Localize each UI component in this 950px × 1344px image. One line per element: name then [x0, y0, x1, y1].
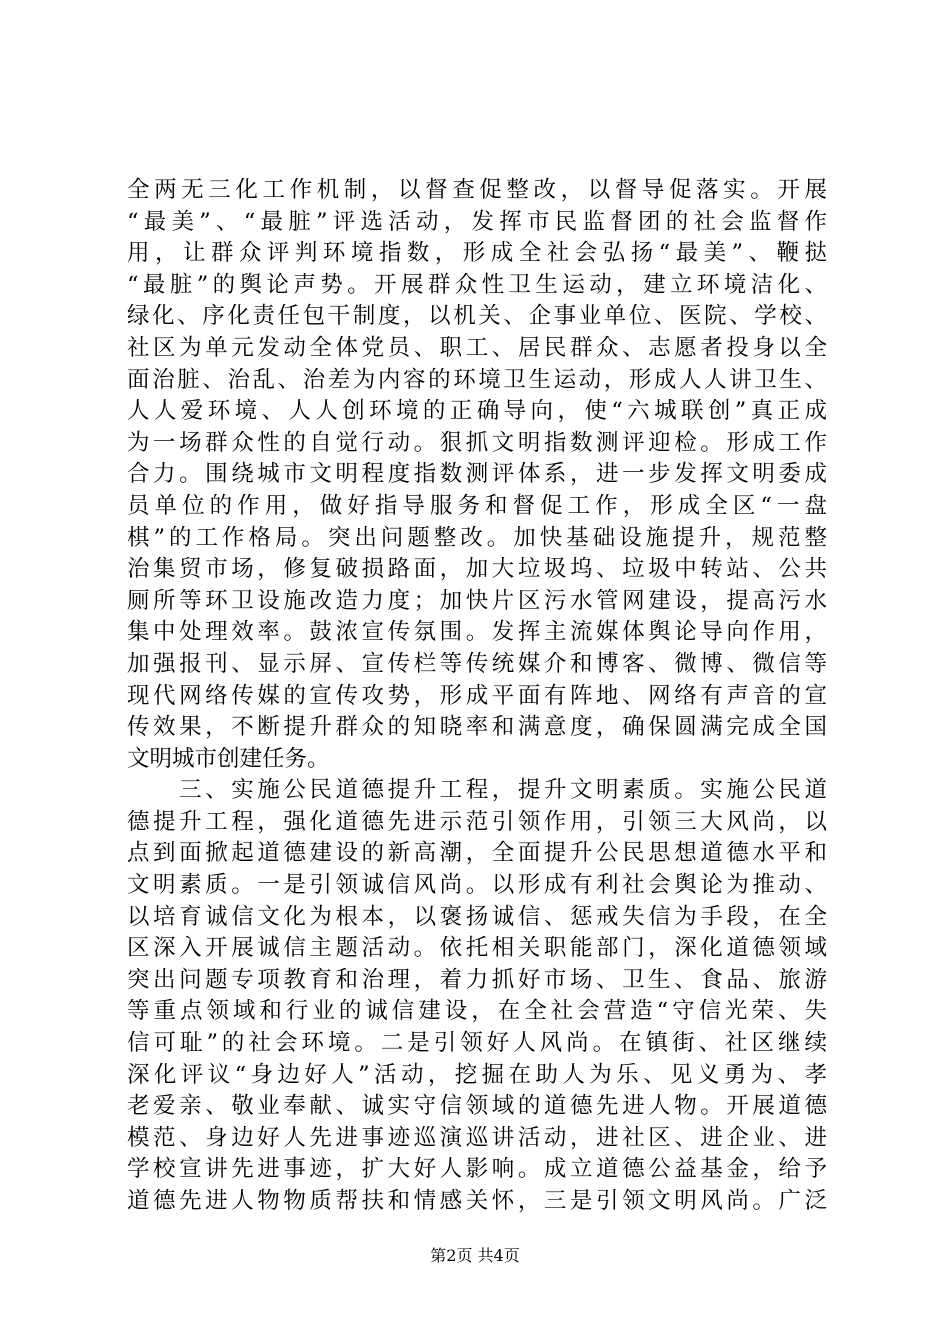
text-line: “最美”、“最脏”评选活动，发挥市民监督团的社会监督作: [127, 208, 827, 235]
text-line: 加强报刊、显示屏、宣传栏等传统媒介和博客、微博、微信等: [127, 650, 827, 677]
text-line: 模范、身边好人先进事迹巡演巡讲活动，进社区、进企业、进: [127, 1124, 827, 1151]
text-line: 文明城市创建任务。: [127, 745, 330, 772]
text-line: 突出问题专项教育和治理，着力抓好市场、卫生、食品、旅游: [127, 966, 827, 993]
text-line: 现代网络传媒的宣传攻势，形成平面有阵地、网络有声音的宣: [127, 682, 827, 709]
body-text: [127, 175, 827, 1218]
text-line: 区深入开展诚信主题活动。依托相关职能部门，深化道德领域: [127, 935, 827, 962]
text-line: 德提升工程，强化道德先进示范引领作用，引领三大风尚，以: [127, 808, 827, 835]
text-line: 传效果，不断提升群众的知晓率和满意度，确保圆满完成全国: [127, 714, 827, 741]
text-line: 厕所等环卫设施改造力度；加快片区污水管网建设，提高污水: [127, 587, 827, 614]
text-line: 治集贸市场，修复破损路面，加大垃圾坞、垃圾中转站、公共: [127, 556, 827, 583]
text-line: 深化评议“身边好人”活动，挖掘在助人为乐、见义勇为、孝: [127, 1061, 827, 1088]
text-line: 人人爱环境、人人创环境的正确导向，使“六城联创”真正成: [127, 398, 827, 425]
text-line: 以培育诚信文化为根本，以褒扬诚信、惩戒失信为手段，在全: [127, 903, 827, 930]
text-line: 信可耻”的社会环境。二是引领好人风尚。在镇街、社区继续: [127, 1030, 827, 1057]
text-line: 员单位的作用，做好指导服务和督促工作，形成全区“一盘: [127, 492, 827, 519]
text-line: 面治脏、治乱、治差为内容的环境卫生运动，形成人人讲卫生、: [127, 366, 827, 393]
text-line: 点到面掀起道德建设的新高潮，全面提升公民思想道德水平和: [127, 840, 827, 867]
text-line: 合力。围绕城市文明程度指数测评体系，进一步发挥文明委成: [127, 461, 827, 488]
text-line: “最脏”的舆论声势。开展群众性卫生运动，建立环境洁化、: [127, 271, 827, 298]
text-line: 老爱亲、敬业奉献、诚实守信领域的道德先进人物。开展道德: [127, 1093, 827, 1120]
text-line: 绿化、序化责任包干制度，以机关、企事业单位、医院、学校、: [127, 303, 827, 330]
text-line: 三、实施公民道德提升工程，提升文明素质。实施公民道: [127, 777, 827, 804]
text-line: 用，让群众评判环境指数，形成全社会弘扬“最美”、鞭挞: [127, 240, 827, 267]
text-line: 为一场群众性的自觉行动。狠抓文明指数测评迎检。形成工作: [127, 429, 827, 456]
text-line: 集中处理效率。鼓浓宣传氛围。发挥主流媒体舆论导向作用，: [127, 619, 827, 646]
text-line: 社区为单元发动全体党员、职工、居民群众、志愿者投身以全: [127, 334, 827, 361]
text-line: 全两无三化工作机制，以督查促整改，以督导促落实。开展: [127, 177, 827, 203]
text-line: 学校宣讲先进事迹，扩大好人影响。成立道德公益基金，给予: [127, 1156, 827, 1183]
text-line: 等重点领域和行业的诚信建设，在全社会营造“守信光荣、失: [127, 998, 827, 1025]
page-number-footer: 第2页 共4页: [430, 1246, 520, 1265]
text-line: 道德先进人物物质帮扶和情感关怀，三是引领文明风尚。广泛: [127, 1188, 827, 1214]
text-line: 文明素质。一是引领诚信风尚。以形成有利社会舆论为推动、: [127, 872, 827, 899]
text-line: 棋”的工作格局。突出问题整改。加快基础设施提升，规范整: [127, 524, 827, 551]
